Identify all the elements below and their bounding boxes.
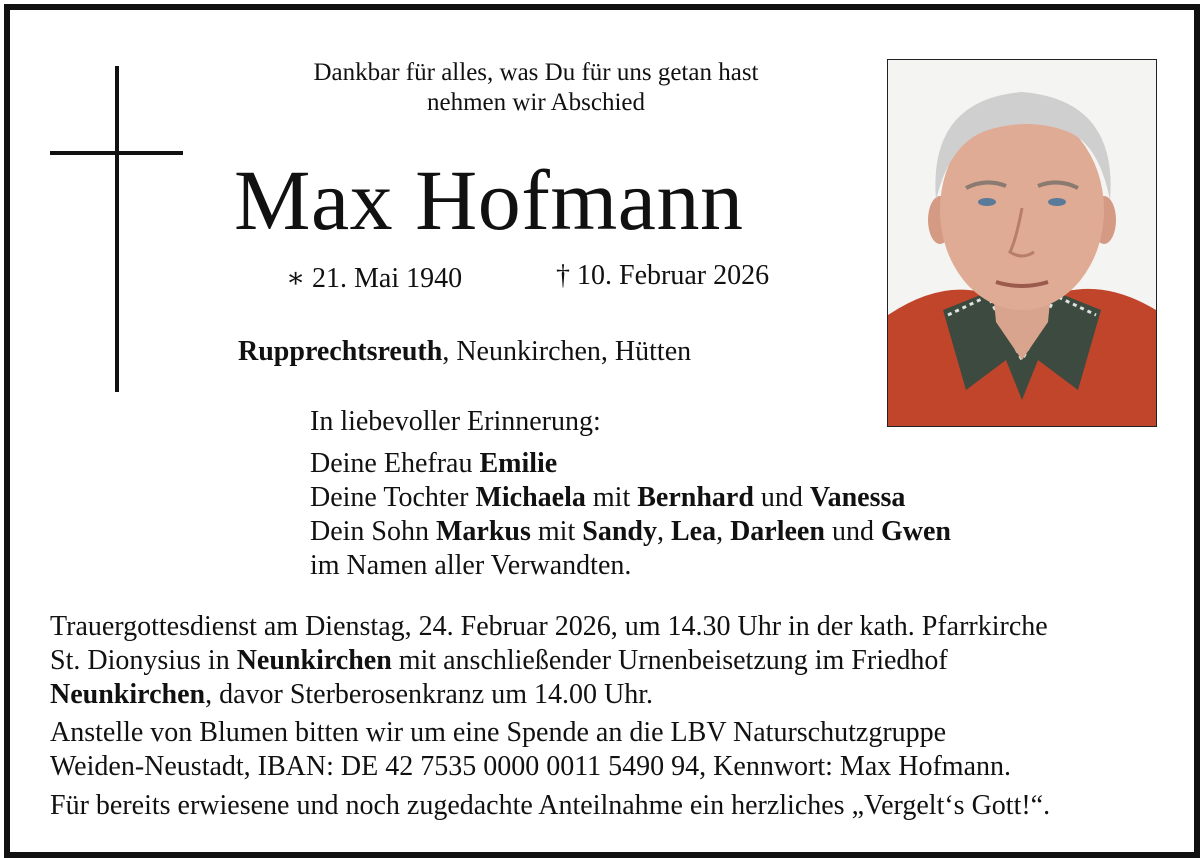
- service-line-2-b: mit anschließender Urnenbeisetzung im Friedhof: [391, 645, 948, 676]
- daughter-prefix: Deine Tochter: [310, 482, 476, 513]
- service-line-2-a: St. Dionysius in: [50, 645, 237, 676]
- thanks-line: Für bereits erwiesene und noch zugedachte Anteilnahme ein herzliches „Vergelt‘s Gott!“.: [50, 790, 1051, 821]
- son-child-2: Darleen: [730, 516, 825, 547]
- death-dagger-icon: †: [556, 260, 570, 291]
- portrait-photo: [887, 59, 1157, 427]
- donation-line-2: Weiden-Neustadt, IBAN: DE 42 7535 0000 0011 5490 94, Kennwort: Max Hofmann.: [50, 751, 1012, 782]
- cross-horizontal-bar: [50, 151, 183, 155]
- service-line-1: Trauergottesdienst am Dienstag, 24. Februar 2026, um 14.30 Uhr in der kath. Pfarrkirche: [50, 611, 1048, 642]
- family-daughter-line: [310, 481, 905, 515]
- donation-line-1: Anstelle von Blumen bitten wir um eine Spende an die LBV Naturschutzgruppe: [50, 717, 947, 748]
- service-line-2: [50, 644, 948, 678]
- obituary-card: [4, 4, 1200, 858]
- place-others: , Neunkirchen, Hütten: [442, 336, 692, 367]
- places-line: [238, 335, 691, 369]
- son-child-3: Gwen: [880, 516, 951, 547]
- son-child-1: Lea: [670, 516, 717, 547]
- service-church-town: Neunkirchen: [236, 645, 392, 676]
- family-son-line: [310, 515, 951, 549]
- daughter-child: Vanessa: [809, 482, 906, 513]
- son-name: Markus: [436, 516, 531, 547]
- son-partner: Sandy: [582, 516, 657, 547]
- son-comma-1: ,: [656, 516, 671, 547]
- daughter-partner: Bernhard: [637, 482, 754, 513]
- service-cemetery-town: Neunkirchen: [50, 679, 206, 710]
- family-wife-line: [310, 447, 557, 481]
- son-and: und: [824, 516, 881, 547]
- service-line-3-b: , davor Sterberosenkranz um 14.00 Uhr.: [205, 679, 653, 710]
- birth-date: [286, 263, 462, 295]
- daughter-name: Michaela: [475, 482, 586, 513]
- portrait-illustration: [888, 60, 1156, 426]
- motto-line-1: Dankbar für alles, was Du für uns getan hast: [313, 59, 759, 86]
- son-with: mit: [530, 516, 583, 547]
- family-intro: In liebevoller Erinnerung:: [310, 406, 601, 437]
- birth-star-icon: ∗: [286, 263, 306, 294]
- service-line-3: [50, 678, 653, 712]
- motto-line-2: nehmen wir Abschied: [426, 89, 645, 116]
- daughter-and: und: [753, 482, 810, 513]
- place-primary: Rupprechtsreuth: [238, 336, 443, 367]
- son-comma-2: ,: [716, 516, 731, 547]
- deceased-name: Max Hofmann: [234, 152, 744, 248]
- daughter-with: mit: [585, 482, 638, 513]
- death-date-text: 10. Februar 2026: [577, 260, 770, 291]
- family-closing: im Namen aller Verwandten.: [310, 550, 632, 581]
- death-date: [556, 260, 769, 292]
- wife-prefix: Deine Ehefrau: [310, 448, 480, 479]
- son-prefix: Dein Sohn: [310, 516, 436, 547]
- wife-name: Emilie: [479, 448, 558, 479]
- birth-date-text: 21. Mai 1940: [312, 263, 463, 294]
- cross-vertical-bar: [115, 66, 119, 392]
